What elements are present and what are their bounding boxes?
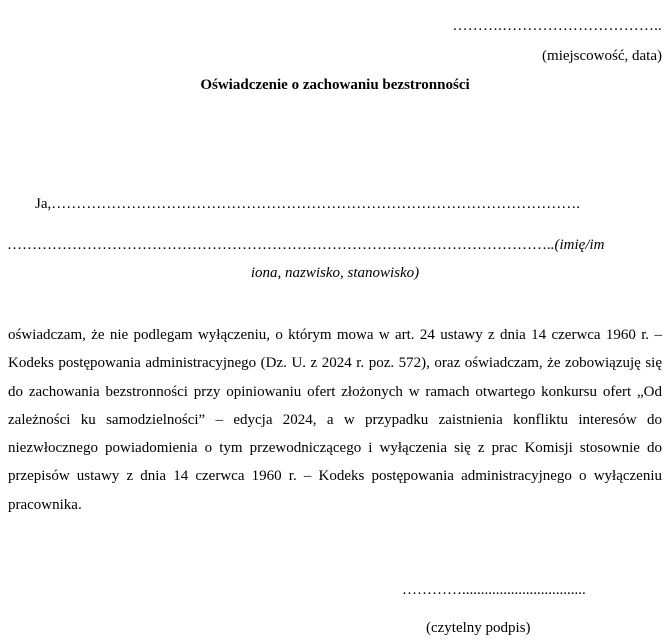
declarant-hint-end: iona, nazwisko, stanowisko) bbox=[250, 265, 420, 281]
declarant-details-field: ………………………………………………………………………………………………. bbox=[7, 237, 551, 253]
signature-field: …………................................. bbox=[402, 582, 586, 598]
declarant-hint-start: .(imię/im bbox=[550, 237, 605, 253]
place-date-field: ……….………………………….. bbox=[452, 18, 662, 34]
signature-caption: (czytelny podpis) bbox=[426, 620, 531, 636]
place-date-caption: (miejscowość, data) bbox=[542, 48, 662, 64]
declarant-line-2 bbox=[7, 237, 605, 254]
statement-paragraph: oświadczam, że nie podlegam wyłączeniu, o którym mowa w art. 24 ustawy z dnia 14 czerwca 1960 r. – Kodeks postępowania administracyjnego (Dz. U. z 2024 r. poz. 572), oraz oświadczam, że zobowiązuję się do zachowania bezstronności przy opiniowaniu ofert złożonych w ramach otwartego konkursu ofert „Od zależności ku samodzielności” – edycja 2024, a w przypadku zaistnienia konfliktu interesów do niezwłocznego powiadomienia o tym przewodniczącego i wyłączenia się z prac Komisji stosownie do przepisów ustawy z dnia 14 czerwca 1960 r. – Kodeks postępowania administracyjnego o wyłączeniu pracownika. bbox=[8, 327, 662, 513]
ja-prefix: Ja, bbox=[35, 196, 52, 212]
document-title: Oświadczenie o zachowaniu bezstronności bbox=[200, 77, 470, 93]
declarant-line-1 bbox=[35, 196, 580, 213]
declarant-name-field: ……………………………………………………………………………………………. bbox=[51, 196, 580, 212]
